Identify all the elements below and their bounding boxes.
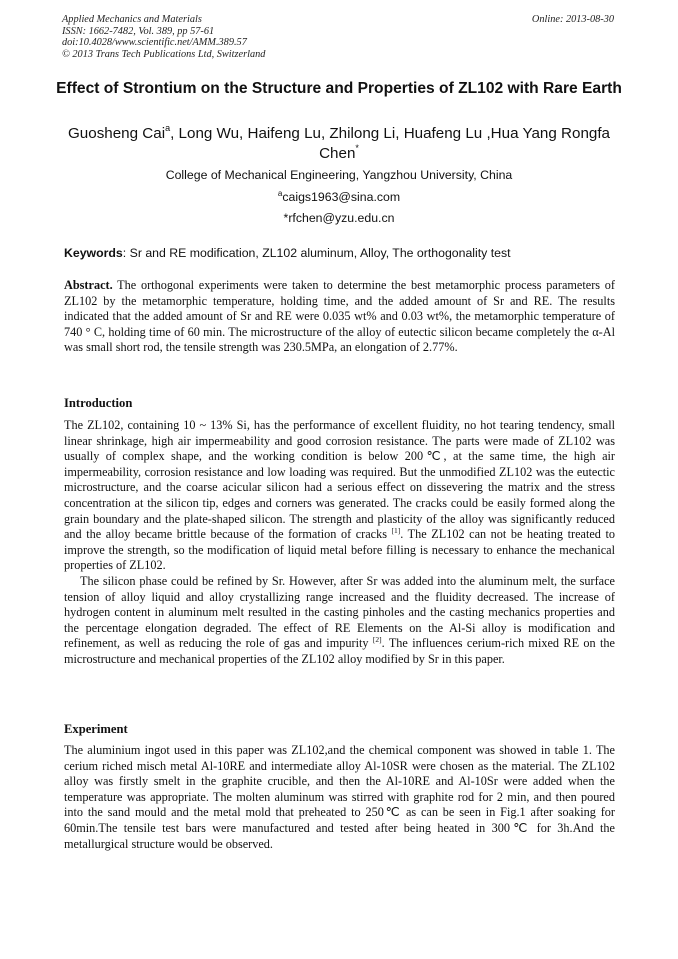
online-date: Online: 2013-08-30 [531, 14, 614, 25]
introduction-paragraph-2: The silicon phase could be refined by Sr. However, after Sr was added into the aluminum melt, the surface tension of alloy liquid and alloy crystallizing range increased and the fluidity decreased. The increase of hydrogen content in aluminum melt resulted in the casting pinholes and the casting mechanics properties and the percentage elongation degraded. The effect of RE Elements on the Al-Si alloy is modification and refinement, as well as reducing the role of gas and impurity [2]. The influences cerium-rich mixed RE on the microstructure and mechanical properties of the ZL102 alloy modified by Sr in this paper. [64, 573, 615, 666]
experiment-body [64, 743, 615, 852]
issn-line: ISSN: 1662-7482, Vol. 389, pp 57-61 [62, 25, 215, 37]
abstract-text: The orthogonal experiments were taken to determine the best metamorphic process parameters of ZL102 by the metamorphic temperature, holding time, and the added amount of Sr and RE. The results indicated that the added amount of Sr and RE were 0.035 wt% and 0.03 wt%, the metamorphic temperature of 740 ° C, holding time of 60 min. The microstructure of the alloy of eutectic silicon became completely the α-Al was small short rod, the tensile strength was 230.5MPa, an elongation of 2.77%. [64, 278, 615, 355]
keywords [64, 246, 616, 260]
publication-header [62, 14, 265, 60]
abstract-label: Abstract. [64, 278, 113, 292]
author-first-sup: a [165, 123, 171, 133]
corresponding-mark: * [355, 143, 359, 153]
email-1-text: caigs1963@sina.com [282, 190, 401, 204]
introduction-body [64, 418, 615, 668]
keywords-text: : Sr and RE modification, ZL102 aluminum, Alloy, The orthogonality test [122, 246, 511, 260]
affiliation: College of Mechanical Engineering, Yangzhou University, China [165, 168, 513, 182]
citation-2: [2] [372, 635, 382, 645]
introduction-paragraph-1: The ZL102, containing 10 ~ 13% Si, has the performance of excellent fluidity, no hot tearing tendency, small linear shrinkage, high air impermeability and good corrosion resistance. The parts were made of ZL102 was usually of complex shape, and the working condition is below 200℃, at the same time, the high air impermeability, corrosion resistance and low loading was required. But the unmodified ZL102 was the eutectic microstructure, and the coarse acicular silicon had a serious effect on dissevering the matrix and the stress concentration at the silicon tip, edges and corners was generated. The cracks could be easily formed along the grain boundary and the plate-shaped silicon. The strength and plasticity of the alloy was significantly reduced and the alloy became brittle because of the formation of cracks [1]. The ZL102 can not be heating treated to improve the strength, so the modification of liquid metal before filling is necessary to enhance the mechanical properties of ZL102. [64, 418, 615, 573]
author-email-2: *rfchen@yzu.edu.cn [283, 211, 395, 225]
introduction-heading: Introduction [64, 396, 133, 410]
journal-name: Applied Mechanics and Materials [62, 14, 202, 25]
experiment-paragraph-1: The aluminium ingot used in this paper was ZL102,and the chemical component was showed in table 1. The cerium riched misch metal Al-10RE and intermediate alloy Al-10SR were chosen as the material. The ZL102 alloy was firstly smelt in the graphite crucible, and then the Al-10RE and Al-10Sr were added when the temperature was appropriate. The molten aluminum was stirred with graphite rod for 2 min, and then poured into the sand mould and the metal mold that preheated to 250℃ as can be seen in Fig.1 after soaking for 60min.The tensile test bars were manufactured and tested after being heated in 300℃ for 3h.And the metallurgical structure would be observed. [64, 743, 615, 851]
author-email-1 [50, 190, 628, 204]
author-others: , Long Wu, Haifeng Lu, Zhilong Li, Huafeng Lu ,Hua Yang Rongfa Chen [170, 125, 611, 162]
email-1-sup: a [277, 189, 283, 198]
doi-line: doi:10.4028/www.scientific.net/AMM.389.57 [62, 37, 247, 48]
keywords-label: Keywords [64, 246, 123, 260]
citation-1: [1] [391, 526, 401, 536]
abstract [64, 278, 615, 356]
author-list [50, 124, 628, 164]
copyright-line: © 2013 Trans Tech Publications Ltd, Switzerland [62, 48, 266, 60]
paper-title: Effect of Strontium on the Structure and Properties of ZL102 with Rare Earth [56, 80, 622, 97]
experiment-heading: Experiment [64, 722, 128, 736]
author-first: Guosheng Cai [67, 125, 166, 142]
